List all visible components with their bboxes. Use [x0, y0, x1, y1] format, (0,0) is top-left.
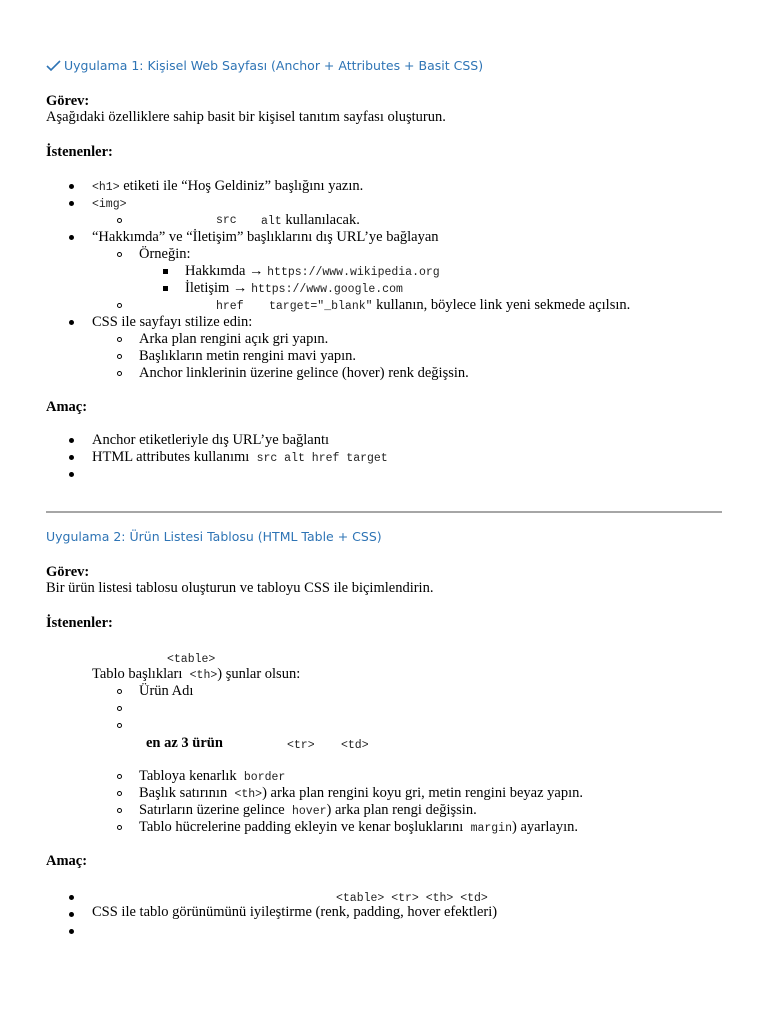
req3-example2 [185, 280, 403, 298]
bullet-icon [69, 235, 74, 240]
checkmark-icon [46, 60, 61, 72]
square-bullet-icon [163, 269, 168, 274]
app1-istenenler-label: İstenenler: [46, 144, 113, 160]
app1-amac2 [92, 449, 388, 467]
bullet-icon [69, 472, 74, 477]
req3-sub2-text: kullanın, böylece link yeni sekmede açılsın. [372, 297, 631, 313]
code-margin: margin [470, 822, 512, 835]
app2-amac-label: Amaç: [46, 853, 88, 869]
req3-sub2 [269, 297, 630, 315]
app2-title: Uygulama 2: Ürün Listesi Tablosu (HTML Table + CSS) [46, 529, 382, 544]
style3-text2: ) arka plan rengi değişsin. [326, 802, 477, 818]
example2-label: İletişim → [185, 280, 248, 296]
th-text1: Tablo başlıkları [92, 666, 183, 682]
code-href: href [216, 300, 244, 313]
req1-text: etiketi ile “Hoş Geldiniz” başlığını yazın. [119, 178, 364, 194]
code-th: <th> [189, 669, 218, 682]
code-table: <table> [167, 653, 216, 666]
circle-bullet-icon [117, 303, 122, 308]
circle-bullet-icon [117, 354, 122, 359]
code-target: target="_blank" [269, 300, 373, 313]
code-src: src [216, 214, 237, 227]
req2-sub-text: kullanılacak. [281, 212, 360, 228]
bullet-icon [69, 929, 74, 934]
rows-bold: en az 3 ürün [146, 735, 223, 751]
th-text2: ) şunlar olsun: [217, 666, 301, 682]
circle-bullet-icon [117, 252, 122, 257]
circle-bullet-icon [117, 218, 122, 223]
style4-text2: ) ayarlayın. [512, 819, 579, 835]
circle-bullet-icon [117, 791, 122, 796]
example1-url: https://www.wikipedia.org [267, 266, 440, 279]
style4-text1: Tablo hücrelerine padding ekleyin ve kenar boşluklarını [139, 819, 464, 835]
style1-text: Tabloya kenarlık [139, 768, 237, 784]
req3-sub1: Örneğin: [139, 246, 191, 262]
req4-sub1: Arka plan rengini açık gri yapın. [139, 331, 329, 347]
app2-gorev-label: Görev: [46, 564, 90, 580]
code-h1: <h1> [92, 181, 120, 194]
bullet-icon [69, 438, 74, 443]
circle-bullet-icon [117, 371, 122, 376]
bullet-icon [69, 895, 74, 900]
horizontal-divider [46, 511, 722, 513]
circle-bullet-icon [117, 706, 122, 711]
app2-amac2: CSS ile tablo görünümünü iyileştirme (renk, padding, hover efektleri) [92, 904, 498, 920]
app1-amac-label: Amaç: [46, 399, 88, 415]
app1-gorev-label: Görev: [46, 93, 90, 109]
app2-istenenler-label: İstenenler: [46, 615, 113, 631]
app1-title [46, 57, 483, 74]
amac2-code: src alt href target [256, 452, 388, 465]
code-th-2: <th> [234, 788, 263, 801]
req4-sub3: Anchor linklerinin üzerine gelince (hover) renk değişsin. [139, 365, 469, 381]
code-tr: <tr> [287, 739, 315, 752]
bullet-icon [69, 455, 74, 460]
circle-bullet-icon [117, 774, 122, 779]
th-item1: Ürün Adı [139, 683, 194, 699]
app1-req2 [92, 195, 127, 213]
example2-url: https://www.google.com [251, 283, 403, 296]
code-hover: hover [292, 805, 327, 818]
example1-label: Hakkımda → [185, 263, 264, 279]
code-alt: alt [261, 215, 282, 228]
bullet-icon [69, 320, 74, 325]
req2-sub [261, 212, 360, 230]
circle-bullet-icon [117, 723, 122, 728]
style2-text2: ) arka plan rengini koyu gri, metin rengini beyaz yapın. [262, 785, 583, 801]
style3 [139, 802, 477, 820]
app2-th-line [92, 666, 300, 684]
req4-sub2: Başlıkların metin rengini mavi yapın. [139, 348, 357, 364]
app1-amac1: Anchor etiketleriyle dış URL’ye bağlantı [92, 432, 330, 448]
bullet-icon [69, 184, 74, 189]
app2-amac1-code: <table> <tr> <th> <td> [336, 892, 488, 905]
style2 [139, 785, 583, 803]
app2-gorev-text: Bir ürün listesi tablosu oluşturun ve tabloyu CSS ile biçimlendirin. [46, 580, 434, 596]
code-img: <img> [92, 198, 127, 211]
app1-req3: “Hakkımda” ve “İletişim” başlıklarını dış URL’ye bağlayan [92, 229, 439, 245]
app1-gorev-text: Aşağıdaki özelliklere sahip basit bir kişisel tanıtım sayfası oluşturun. [46, 109, 446, 125]
circle-bullet-icon [117, 689, 122, 694]
circle-bullet-icon [117, 808, 122, 813]
circle-bullet-icon [117, 825, 122, 830]
app1-req1 [92, 178, 363, 196]
code-td: <td> [341, 739, 369, 752]
style3-text1: Satırların üzerine gelince [139, 802, 285, 818]
circle-bullet-icon [117, 337, 122, 342]
style1 [139, 768, 285, 786]
bullet-icon [69, 201, 74, 206]
square-bullet-icon [163, 286, 168, 291]
req3-example1 [185, 263, 440, 281]
bullet-icon [69, 912, 74, 917]
code-border: border [243, 771, 286, 784]
amac2-text: HTML attributes kullanımı [92, 449, 250, 465]
style4 [139, 819, 578, 837]
app1-req4: CSS ile sayfayı stilize edin: [92, 314, 253, 330]
app1-title-text: Uygulama 1: Kişisel Web Sayfası (Anchor + Attributes + Basit CSS) [64, 58, 484, 73]
style2-text1: Başlık satırının [139, 785, 228, 801]
